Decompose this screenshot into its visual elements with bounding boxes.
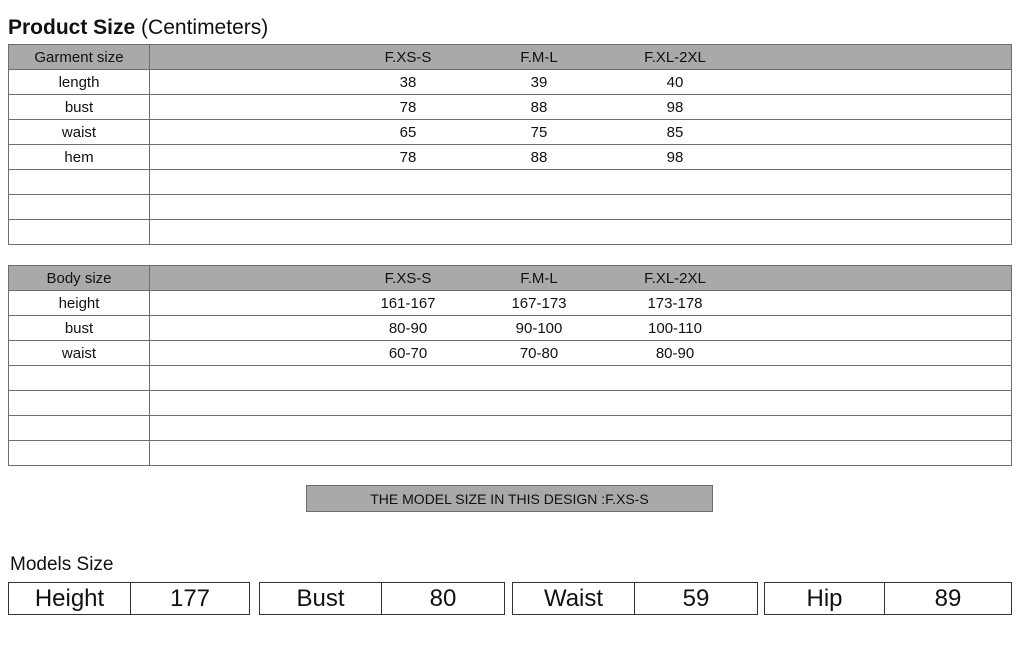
empty-row (9, 220, 1012, 245)
cell-value: 90-100 (515, 320, 563, 338)
table-row (9, 291, 1012, 316)
cell-value: 39 (530, 74, 548, 92)
models-size-row (8, 582, 1012, 615)
empty-row (9, 416, 1012, 441)
model-waist (512, 582, 758, 615)
body-size-col-2: F.M-L (520, 270, 558, 288)
garment-size-table (8, 44, 1012, 245)
model-height-value: 177 (169, 584, 211, 612)
empty-row (9, 170, 1012, 195)
row-label: bust (9, 316, 150, 341)
model-bust (259, 582, 505, 615)
title-unit: (Centimeters) (141, 16, 269, 39)
cell-value: 85 (666, 124, 684, 142)
table-row (9, 316, 1012, 341)
table-row (9, 341, 1012, 366)
title-main: Product Size (8, 16, 136, 39)
cell-value: 88 (530, 149, 548, 167)
row-label: waist (9, 341, 150, 366)
empty-row (9, 441, 1012, 466)
cell-value: 65 (399, 124, 417, 142)
cell-value: 100-110 (648, 320, 702, 338)
model-height-label: Height (9, 583, 131, 614)
cell-value: 40 (666, 74, 684, 92)
page-title (8, 16, 268, 40)
model-waist-value: 59 (682, 584, 710, 612)
empty-row (9, 391, 1012, 416)
cell-value: 173-178 (647, 295, 703, 313)
row-label: length (9, 70, 150, 95)
body-size-table (8, 265, 1012, 466)
body-size-col-3: F.XL-2XL (644, 270, 706, 288)
row-label: waist (9, 120, 150, 145)
model-bust-value: 80 (429, 584, 457, 612)
cell-value: 98 (666, 149, 684, 167)
cell-value: 60-70 (388, 345, 428, 363)
garment-header-label: Garment size (9, 45, 150, 70)
cell-value: 75 (530, 124, 548, 142)
empty-row (9, 195, 1012, 220)
models-size-title: Models Size (10, 554, 114, 575)
table-row (9, 145, 1012, 170)
model-hip-label: Hip (765, 583, 885, 614)
garment-size-col-2: F.M-L (520, 49, 558, 67)
cell-value: 161-167 (380, 295, 436, 313)
cell-value: 80-90 (655, 345, 695, 363)
cell-value: 70-80 (519, 345, 559, 363)
cell-value: 80-90 (388, 320, 428, 338)
table-row (9, 70, 1012, 95)
cell-value: 88 (530, 99, 548, 117)
cell-value: 167-173 (511, 295, 567, 313)
model-waist-label: Waist (513, 583, 635, 614)
cell-value: 38 (399, 74, 417, 92)
cell-value: 98 (666, 99, 684, 117)
body-header-row (9, 266, 1012, 291)
row-label: hem (9, 145, 150, 170)
garment-header-row (9, 45, 1012, 70)
row-label: height (9, 291, 150, 316)
garment-size-col-1: F.XS-S (384, 49, 432, 67)
table-row (9, 95, 1012, 120)
empty-row (9, 366, 1012, 391)
model-hip (764, 582, 1012, 615)
body-size-col-1: F.XS-S (384, 270, 432, 288)
model-height (8, 582, 250, 615)
model-size-note: THE MODEL SIZE IN THIS DESIGN :F.XS-S (306, 485, 713, 512)
body-header-label: Body size (9, 266, 150, 291)
model-bust-label: Bust (260, 583, 382, 614)
model-hip-value: 89 (934, 584, 962, 612)
row-label: bust (9, 95, 150, 120)
garment-size-col-3: F.XL-2XL (644, 49, 706, 67)
table-row (9, 120, 1012, 145)
cell-value: 78 (399, 149, 417, 167)
cell-value: 78 (399, 99, 417, 117)
